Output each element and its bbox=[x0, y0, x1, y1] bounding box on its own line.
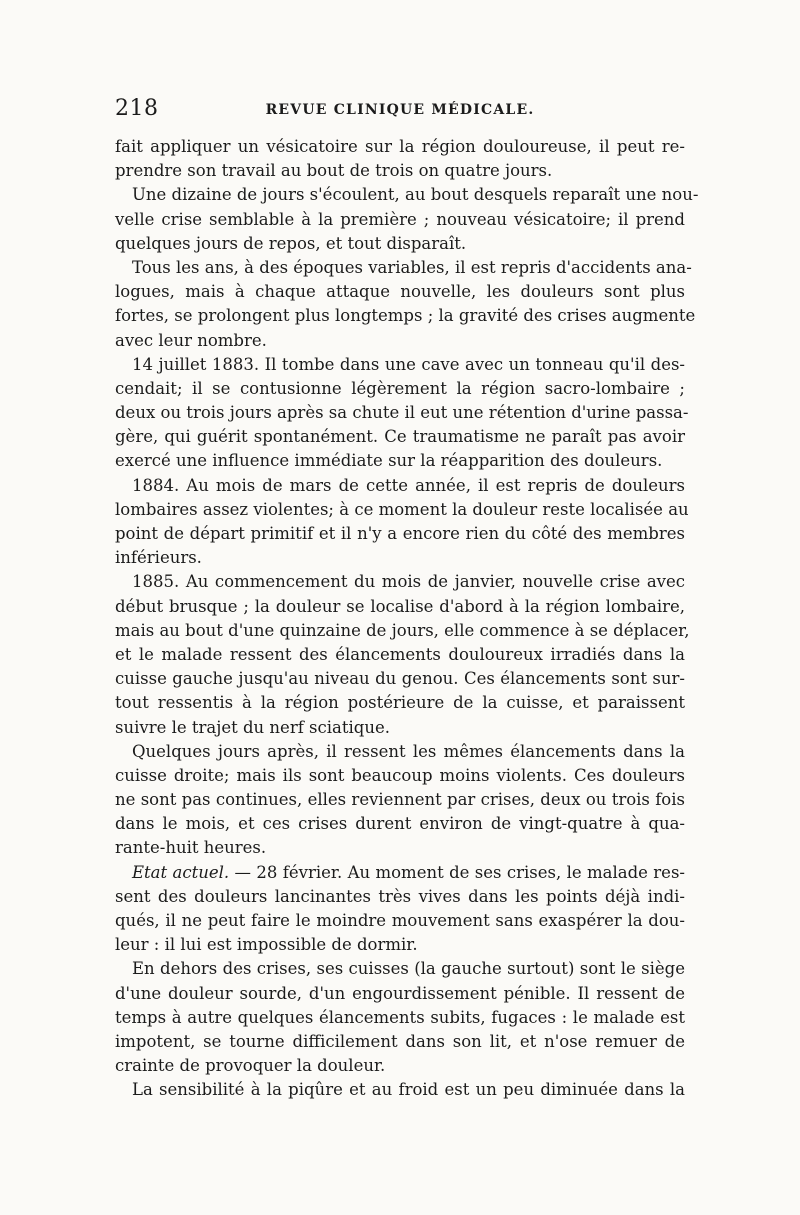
text-line: Tous les ans, à des époques variables, il est repris d'accidents ana- bbox=[132, 257, 692, 277]
text-line: 14 juillet 1883. Il tombe dans une cave avec un tonneau qu'il des- bbox=[132, 354, 685, 374]
text-line: rante-huit heures. bbox=[115, 838, 267, 858]
text-line: ne sont pas continues, elles reviennent par crises, deux ou trois fois bbox=[115, 790, 685, 810]
text-line: Quelques jours après, il ressent les mêmes élancements dans la bbox=[132, 741, 685, 761]
text-line: En dehors des crises, ses cuisses (la gauche surtout) sont le siège bbox=[132, 959, 685, 979]
etat-actuel-text: — 28 février. Au moment de ses crises, le malade res- bbox=[234, 862, 685, 882]
text-line: Une dizaine de jours s'écoulent, au bout desquels reparaît une nou- bbox=[132, 185, 699, 205]
page-number: 218 bbox=[115, 96, 159, 121]
text-line: deux ou trois jours après sa chute il eut une rétention d'urine passa- bbox=[115, 403, 689, 423]
text-line: fait appliquer un vésicatoire sur la région douloureuse, il peut re- bbox=[115, 137, 685, 156]
text-line: avec leur nombre. bbox=[115, 330, 267, 350]
text-line: qués, il ne peut faire le moindre mouvement sans exaspérer la dou- bbox=[115, 911, 685, 930]
journal-title: REVUE CLINIQUE MÉDICALE. bbox=[265, 102, 535, 118]
text-line: mais au bout d'une quinzaine de jours, elle commence à se déplacer, bbox=[115, 620, 690, 640]
text-line: fortes, se prolongent plus longtemps ; la gravité des crises augmente bbox=[115, 306, 696, 326]
text-line: lombaires assez violentes; à ce moment la douleur reste localisée au bbox=[115, 499, 689, 519]
text-line: 1885. Au commencement du mois de janvier, nouvelle crise avec bbox=[132, 572, 685, 592]
text-line: exercé une influence immédiate sur la réapparition des douleurs. bbox=[115, 451, 663, 471]
etat-actuel-label: Etat actuel. bbox=[132, 862, 230, 882]
text-line: temps à autre quelques élancements subits, fugaces : le malade est bbox=[115, 1007, 685, 1027]
text-line: 1884. Au mois de mars de cette année, il est repris de douleurs bbox=[132, 475, 685, 495]
text-line: tout ressentis à la région postérieure de la cuisse, et paraissent bbox=[115, 693, 685, 713]
text-line: d'une douleur sourde, d'un engourdissement pénible. Il ressent de bbox=[115, 983, 685, 1003]
text-line: dans le mois, et ces crises durent environ de vingt-quatre à qua- bbox=[115, 814, 685, 834]
text-line: début brusque ; la douleur se localise d'abord à la région lombaire, bbox=[115, 596, 685, 616]
text-line: cendait; il se contusionne légèrement la région sacro-lombaire ; bbox=[115, 378, 685, 398]
text-line bbox=[115, 861, 685, 885]
body-text bbox=[115, 135, 699, 1103]
text-line: La sensibilité à la piqûre et au froid est un peu diminuée dans la bbox=[132, 1080, 685, 1100]
text-line: inférieurs. bbox=[115, 548, 202, 568]
running-header bbox=[115, 96, 685, 126]
text-line: gère, qui guérit spontanément. Ce traumatisme ne paraît pas avoir bbox=[115, 427, 685, 447]
text-line: leur : il lui est impossible de dormir. bbox=[115, 935, 418, 955]
text-line: logues, mais à chaque attaque nouvelle, les douleurs sont plus bbox=[115, 282, 685, 302]
text-line: suivre le trajet du nerf sciatique. bbox=[115, 717, 390, 737]
text-line: prendre son travail au bout de trois on quatre jours. bbox=[115, 161, 553, 181]
text-line: point de départ primitif et il n'y a encore rien du côté des membres bbox=[115, 524, 685, 543]
text-line: crainte de provoquer la douleur. bbox=[115, 1056, 386, 1076]
text-line: et le malade ressent des élancements douloureux irradiés dans la bbox=[115, 644, 685, 664]
text-line: quelques jours de repos, et tout disparaît. bbox=[115, 233, 467, 253]
text-line: velle crise semblable à la première ; nouveau vésicatoire; il prend bbox=[115, 209, 685, 229]
text-line: cuisse gauche jusqu'au niveau du genou. Ces élancements sont sur- bbox=[115, 669, 685, 689]
text-line: cuisse droite; mais ils sont beaucoup moins violents. Ces douleurs bbox=[115, 765, 685, 785]
text-line: sent des douleurs lancinantes très vives dans les points déjà indi- bbox=[115, 886, 685, 906]
text-line: impotent, se tourne difficilement dans son lit, et n'ose remuer de bbox=[115, 1031, 685, 1051]
